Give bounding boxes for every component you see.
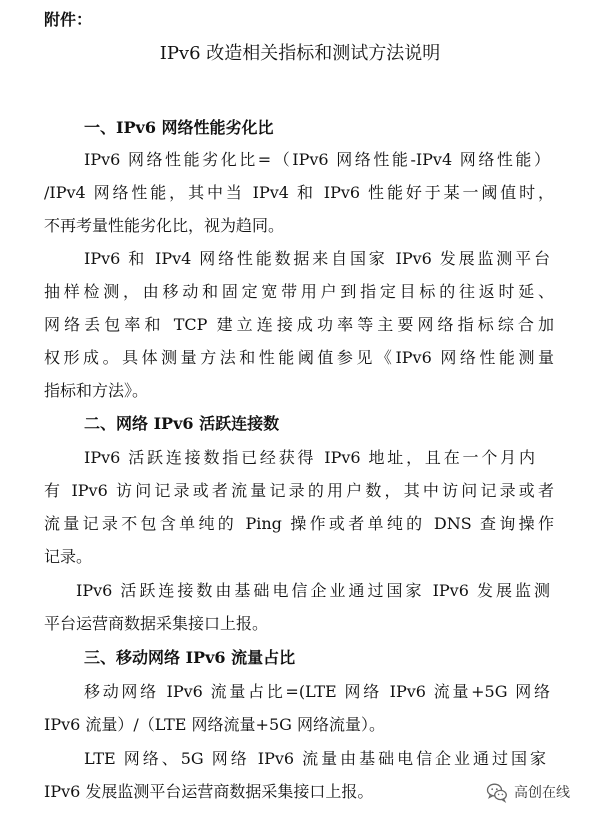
section2-line-6: 平台运营商数据采集接口上报。 [44, 614, 269, 633]
section1-line-3: 不再考量性能劣化比，视为趋同。 [44, 216, 285, 235]
section1-line-1: IPv6 网络性能劣化比=（IPv6 网络性能-IPv4 网络性能） [84, 150, 550, 169]
section3-heading: 三、移动网络 IPv6 流量占比 [84, 648, 296, 667]
watermark-text: 高创在线 [514, 785, 570, 801]
attachment-label: 附件： [44, 10, 93, 29]
section2-line-3: 流量记录不包含单纯的 Ping 操作或者单纯的 DNS 查询操作 [44, 514, 554, 533]
section1-line-2: /IPv4 网络性能，其中当 IPv4 和 IPv6 性能好于某一阈值时， [44, 183, 554, 202]
watermark [486, 780, 570, 804]
section2-line-2: 有 IPv6 访问记录或者流量记录的用户数，其中访问记录或者 [44, 481, 554, 500]
section3-line-4: IPv6 发展监测平台运营商数据采集接口上报。 [44, 782, 374, 801]
section1-line-8: 指标和方法》。 [44, 381, 149, 400]
section1-line-4: IPv6 和 IPv4 网络性能数据来自国家 IPv6 发展监测平台 [84, 249, 550, 268]
section1-line-5: 抽样检测，由移动和固定宽带用户到指定目标的往返时延、 [44, 282, 554, 301]
section3-line-3: LTE 网络、5G 网络 IPv6 流量由基础电信企业通过国家 [84, 749, 546, 768]
section2-line-1: IPv6 活跃连接数指已经获得 IPv6 地址，且在一个月内 [84, 448, 535, 467]
document-title: IPv6 改造相关指标和测试方法说明 [159, 43, 441, 64]
section1-line-7: 权形成。具体测量方法和性能阈值参见《IPv6 网络性能测量 [44, 348, 554, 367]
section2-line-4: 记录。 [44, 547, 93, 566]
section2-line-5: IPv6 活跃连接数由基础电信企业通过国家 IPv6 发展监测 [76, 581, 550, 600]
section1-heading: 一、IPv6 网络性能劣化比 [84, 118, 274, 137]
section3-line-2: IPv6 流量）/（LTE 网络流量+5G 网络流量）。 [44, 715, 385, 734]
section3-line-1: 移动网络 IPv6 流量占比=(LTE 网络 IPv6 流量+5G 网络 [84, 682, 550, 701]
section1-line-6: 网络丢包率和 TCP 建立连接成功率等主要网络指标综合加 [44, 315, 554, 334]
section2-heading: 二、网络 IPv6 活跃连接数 [84, 414, 280, 433]
wechat-icon [486, 781, 508, 803]
